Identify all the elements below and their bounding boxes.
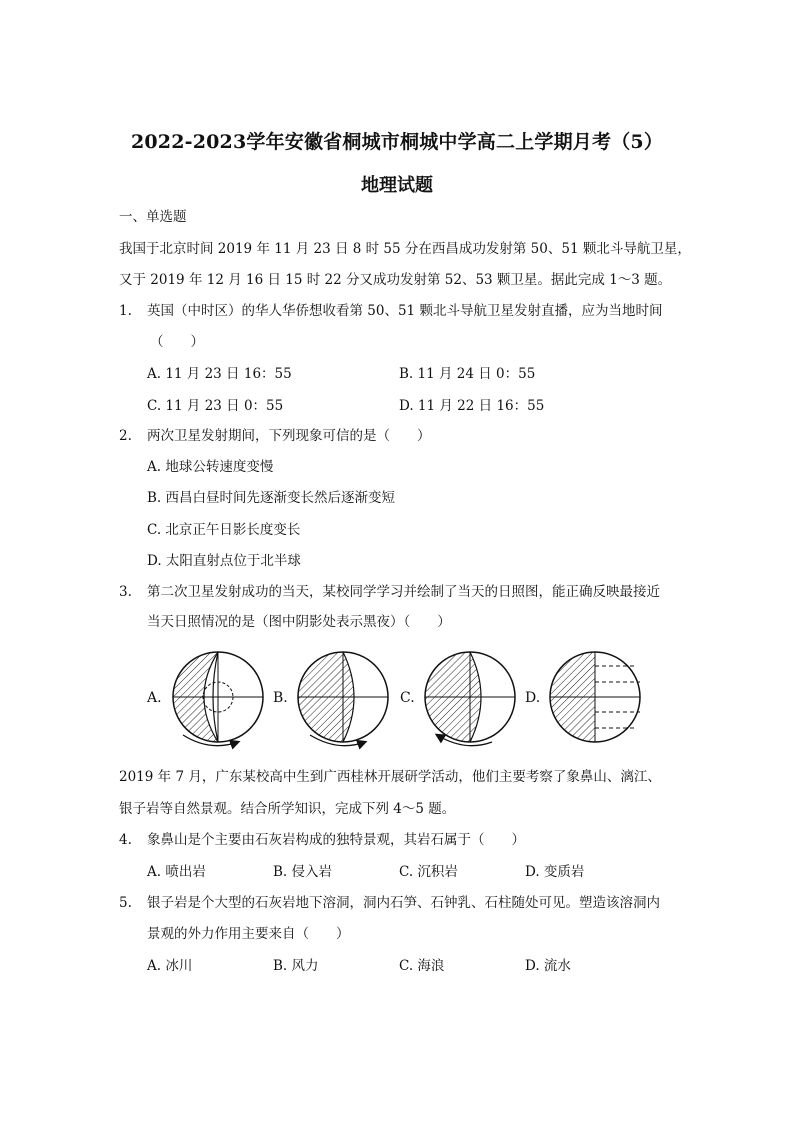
- question-text: 第二次卫星发射成功的当天，某校同学学习并绘制了当天的日照图，能正确反映最接近: [147, 584, 660, 600]
- option-d: D. 流水: [525, 958, 571, 974]
- option-b: B. 11 月 24 日 0：55: [399, 366, 536, 382]
- globe-c: [425, 652, 515, 746]
- diagram-label-b: B.: [273, 690, 288, 706]
- passage2-line: 银子岩等自然景观。结合所学知识，完成下列 4～5 题。: [119, 801, 456, 817]
- option-c: C. 沉积岩: [399, 864, 458, 880]
- globe-b: [298, 652, 388, 746]
- exam-title: 2022-2023学年安徽省桐城市桐城中学高二上学期月考（5）: [130, 131, 664, 153]
- exam-subtitle: 地理试题: [361, 175, 433, 196]
- question-text: 景观的外力作用主要来自（ ）: [147, 926, 350, 942]
- option-a: A. 冰川: [147, 958, 193, 974]
- option-c: C. 北京正午日影长度变长: [147, 522, 301, 538]
- question-text: 银子岩是个大型的石灰岩地下溶洞，洞内石笋、石钟乳、石柱随处可见。塑造该溶洞内: [147, 895, 660, 911]
- globe-a: [173, 652, 263, 746]
- question-number: 5.: [119, 895, 132, 911]
- question-number: 1.: [119, 303, 132, 319]
- globe-d: [550, 652, 640, 742]
- question-number: 3.: [119, 584, 132, 600]
- option-c: C. 11 月 23 日 0：55: [147, 398, 284, 414]
- question-number: 2.: [119, 428, 132, 444]
- question-text: 象鼻山是个主要由石灰岩构成的独特景观，其岩石属于（ ）: [147, 832, 525, 848]
- option-b: B. 西昌白昼时间先逐渐变长然后逐渐变短: [147, 490, 396, 506]
- option-b: B. 侵入岩: [273, 864, 333, 880]
- option-a: A. 地球公转速度变慢: [147, 459, 274, 475]
- option-a: A. 11 月 23 日 16：55: [147, 366, 292, 382]
- question-text: 两次卫星发射期间，下列现象可信的是（ ）: [147, 428, 431, 444]
- passage1-line: 又于 2019 年 12 月 16 日 15 时 22 分又成功发射第 52、53 颗卫星。据此完成 1～3 题。: [119, 272, 672, 288]
- option-a: A. 喷出岩: [147, 864, 206, 880]
- question-text: （ ）: [150, 334, 204, 350]
- diagram-label-d: D.: [525, 690, 541, 706]
- option-c: C. 海浪: [399, 958, 445, 974]
- diagram-label-c: C.: [400, 690, 415, 706]
- question-text: 英国（中时区）的华人华侨想收看第 50、51 颗北斗导航卫星发射直播，应为当地时间: [147, 303, 663, 319]
- option-d: D. 太阳直射点位于北半球: [147, 553, 301, 569]
- passage2-line: 2019 年 7 月，广东某校高中生到广西桂林开展研学活动，他们主要考察了象鼻山、漓江、: [119, 769, 661, 785]
- section-heading: 一、单选题: [119, 209, 187, 225]
- diagram-label-a: A.: [147, 690, 162, 706]
- option-d: D. 11 月 22 日 16：55: [399, 398, 545, 414]
- question-text: 当天日照情况的是（图中阴影处表示黑夜）（ ）: [147, 614, 451, 630]
- passage1-line: 我国于北京时间 2019 年 11 月 23 日 8 时 55 分在西昌成功发射第 50、51 颗北斗导航卫星，: [119, 241, 691, 257]
- option-b: B. 风力: [273, 958, 319, 974]
- option-d: D. 变质岩: [525, 864, 585, 880]
- question-number: 4.: [119, 832, 132, 848]
